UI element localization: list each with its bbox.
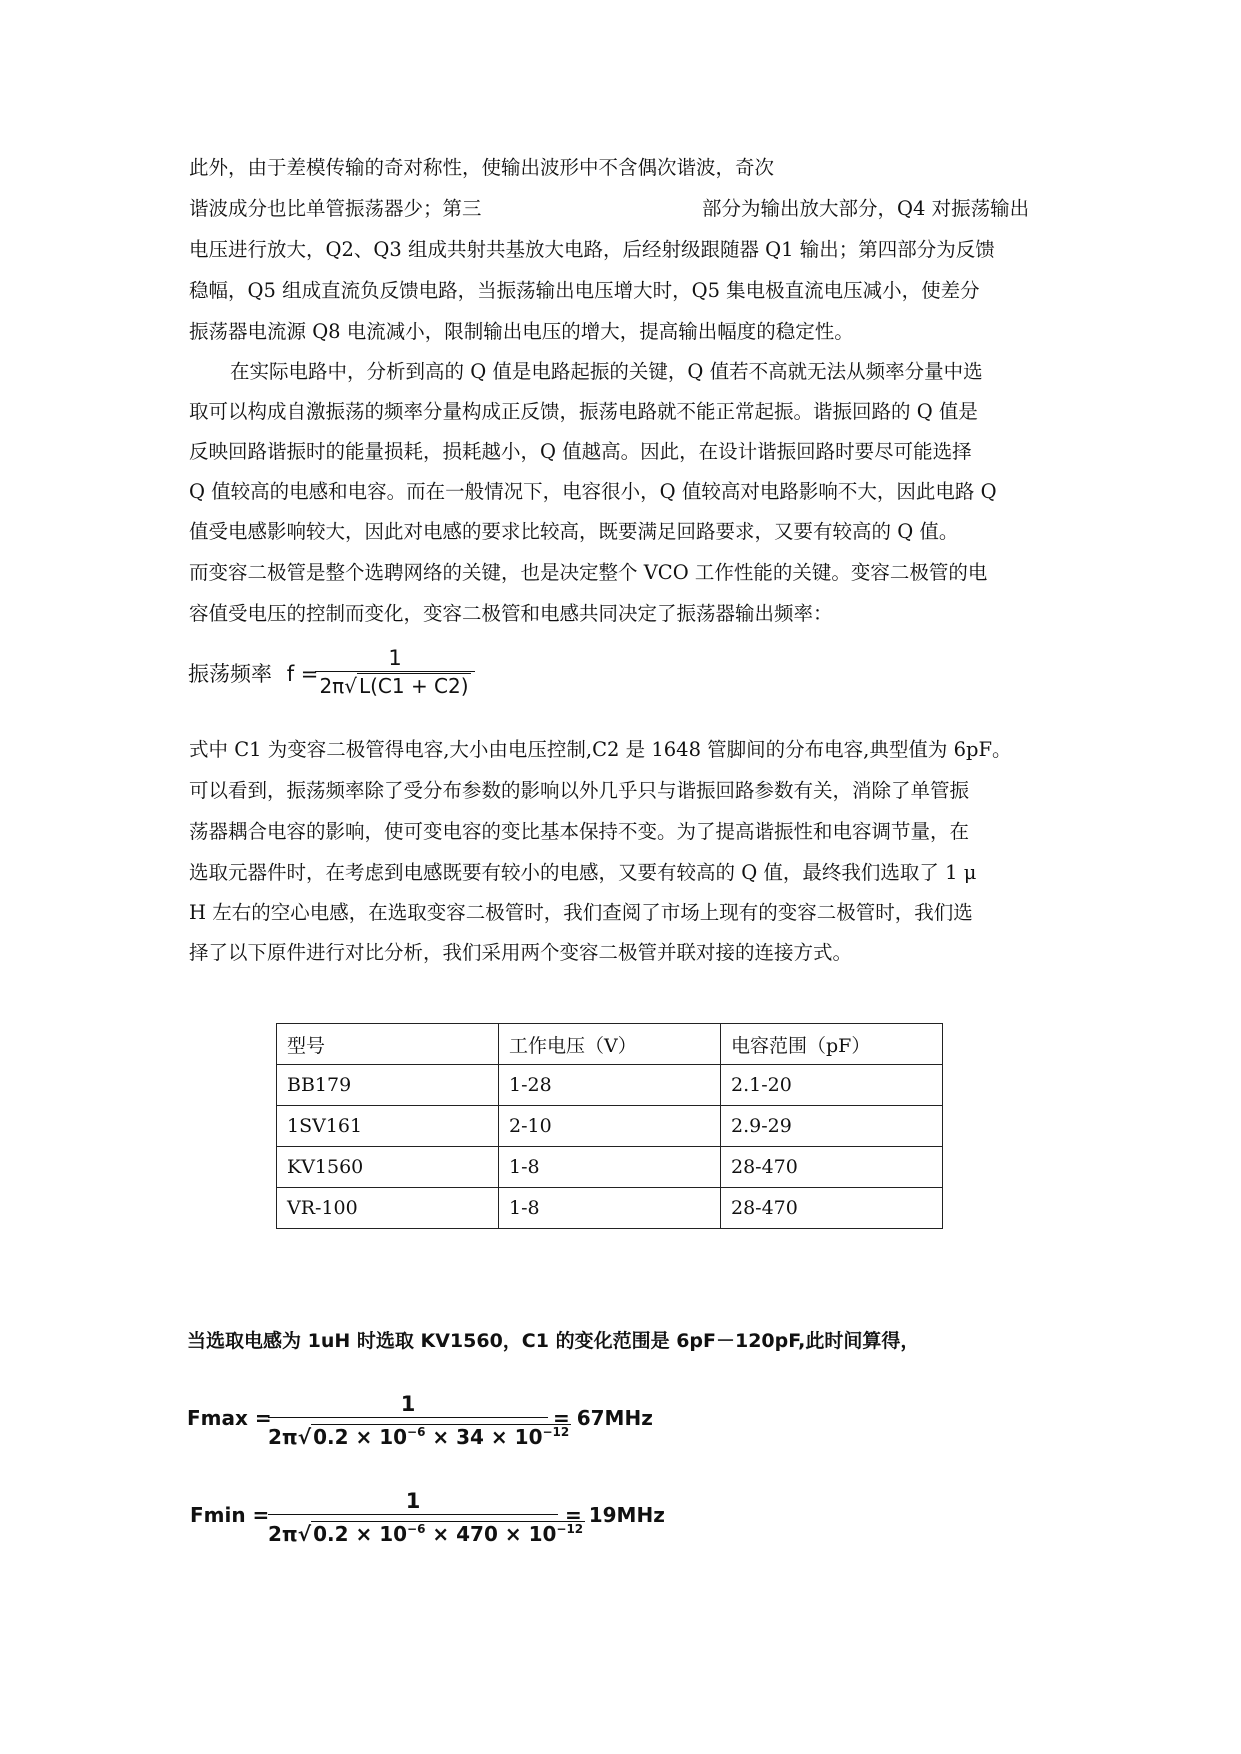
paragraph-line: 反映回路谐振时的能量损耗，损耗越小，Q 值越高。因此，在设计谐振回路时要尽可能选择 bbox=[189, 440, 972, 463]
sqrt-radicand bbox=[311, 1521, 585, 1546]
exponent: −6 bbox=[407, 1425, 426, 1439]
sqrt-icon: √ bbox=[344, 674, 357, 698]
table-cell: 1-8 bbox=[499, 1188, 721, 1229]
calc-intro: 当选取电感为 1uH 时选取 KV1560，C1 的变化范围是 6pF－120pF,此时间算得， bbox=[187, 1330, 920, 1352]
table-cell: 2.1-20 bbox=[721, 1065, 943, 1106]
table-cell: 2-10 bbox=[499, 1106, 721, 1147]
fmin-fraction bbox=[268, 1488, 584, 1548]
fmin-numerator: 1 bbox=[405, 1489, 421, 1513]
table-cell: 1-8 bbox=[499, 1147, 721, 1188]
paragraph-line: 选取元器件时，在考虑到电感既要有较小的电感，又要有较高的 Q 值，最终我们选取了 1 μ bbox=[189, 861, 977, 884]
sqrt-radicand bbox=[311, 1424, 571, 1449]
table-cell: 1-28 bbox=[499, 1065, 721, 1106]
radicand-part: 0.2 × 10 bbox=[313, 1425, 408, 1449]
table-header-cell: 工作电压（V） bbox=[499, 1024, 721, 1065]
table-row bbox=[277, 1065, 943, 1106]
table-row bbox=[277, 1106, 943, 1147]
fmax-numerator: 1 bbox=[400, 1392, 416, 1416]
radicand-part: × 470 × 10 bbox=[425, 1522, 557, 1546]
fmin-lhs: Fmin = bbox=[190, 1503, 270, 1527]
table-header-row bbox=[277, 1024, 943, 1065]
radicand-part: 0.2 × 10 bbox=[313, 1522, 408, 1546]
table-cell: 1SV161 bbox=[277, 1106, 499, 1147]
paragraph-line: 此外，由于差模传输的奇对称性，使输出波形中不含偶次谐波，奇次 bbox=[189, 156, 775, 179]
fmax-denominator bbox=[268, 1418, 570, 1451]
paragraph-line: 值受电感影响较大，因此对电感的要求比较高，既要满足回路要求，又要有较高的 Q 值。 bbox=[189, 520, 959, 543]
paragraph-line: 谐波成分也比单管振荡器少；第三 bbox=[189, 197, 482, 220]
varactor-table bbox=[276, 1023, 943, 1229]
fmin-result: = 19MHz bbox=[565, 1503, 665, 1527]
two-pi: 2π bbox=[319, 674, 345, 698]
table-header-cell: 型号 bbox=[277, 1024, 499, 1065]
paragraph-line: Q 值较高的电感和电容。而在一般情况下，电容很小，Q 值较高对电路影响不大，因此电路 Q bbox=[189, 480, 997, 503]
paragraph-line: H 左右的空心电感，在选取变容二极管时，我们查阅了市场上现有的变容二极管时，我们选 bbox=[189, 901, 973, 924]
fmax-lhs: Fmax = bbox=[187, 1406, 272, 1430]
paragraph-line: 择了以下原件进行对比分析，我们采用两个变容二极管并联对接的连接方式。 bbox=[189, 941, 853, 964]
formula-label-text: 振荡频率 bbox=[188, 662, 272, 686]
sqrt-radicand: L(C1 + C2) bbox=[358, 674, 469, 698]
formula-fraction bbox=[315, 645, 475, 700]
exponent: −6 bbox=[407, 1522, 426, 1536]
formula-denominator bbox=[315, 672, 475, 700]
paragraph-line: 取可以构成自激振荡的频率分量构成正反馈，振荡电路就不能正常起振。谐振回路的 Q 值是 bbox=[189, 400, 978, 423]
sqrt-icon: √ bbox=[297, 1522, 312, 1546]
table-header-cell: 电容范围（pF） bbox=[721, 1024, 943, 1065]
sqrt-icon: √ bbox=[297, 1425, 312, 1449]
formula-numerator: 1 bbox=[388, 646, 402, 670]
paragraph-line: 可以看到，振荡频率除了受分布参数的影响以外几乎只与谐振回路参数有关，消除了单管振 bbox=[189, 779, 970, 802]
paragraph-line: 式中 C1 为变容二极管得电容,大小由电压控制,C2 是 1648 管脚间的分布电容,典型值为 6pF。 bbox=[189, 738, 1012, 761]
exponent: −12 bbox=[556, 1522, 584, 1536]
paragraph-line: 在实际电路中，分析到高的 Q 值是电路起振的关键，Q 值若不高就无法从频率分量中选 bbox=[230, 360, 983, 383]
formula-lhs: f = bbox=[286, 662, 319, 686]
table-cell: 28-470 bbox=[721, 1188, 943, 1229]
paragraph-line: 而变容二极管是整个选聘网络的关键，也是决定整个 VCO 工作性能的关键。变容二极管的电 bbox=[189, 561, 988, 584]
table-row bbox=[277, 1147, 943, 1188]
paragraph-line: 稳幅，Q5 组成直流负反馈电路，当振荡输出电压增大时，Q5 集电极直流电压减小，使差分 bbox=[189, 279, 980, 302]
exponent: −12 bbox=[542, 1425, 570, 1439]
radicand-part: × 34 × 10 bbox=[425, 1425, 543, 1449]
fmin-denominator bbox=[268, 1515, 584, 1548]
formula-label bbox=[188, 660, 318, 688]
table-row bbox=[277, 1188, 943, 1229]
paragraph-line: 电压进行放大，Q2、Q3 组成共射共基放大电路，后经射级跟随器 Q1 输出；第四部分为反馈 bbox=[189, 238, 995, 261]
paragraph-line: 振荡器电流源 Q8 电流减小，限制输出电压的增大，提高输出幅度的稳定性。 bbox=[189, 320, 854, 343]
table-cell: VR-100 bbox=[277, 1188, 499, 1229]
table-cell: KV1560 bbox=[277, 1147, 499, 1188]
paragraph-line: 容值受电压的控制而变化，变容二极管和电感共同决定了振荡器输出频率： bbox=[189, 602, 833, 625]
table-cell: 2.9-29 bbox=[721, 1106, 943, 1147]
fmax-fraction bbox=[268, 1391, 570, 1451]
table-cell: BB179 bbox=[277, 1065, 499, 1106]
two-pi: 2π bbox=[268, 1522, 298, 1546]
fmax-result: = 67MHz bbox=[553, 1406, 653, 1430]
table-cell: 28-470 bbox=[721, 1147, 943, 1188]
paragraph-line: 荡器耦合电容的影响，使可变电容的变比基本保持不变。为了提高谐振性和电容调节量，在 bbox=[189, 820, 970, 843]
two-pi: 2π bbox=[268, 1425, 298, 1449]
paragraph-line: 部分为输出放大部分，Q4 对振荡输出 bbox=[702, 197, 1030, 220]
